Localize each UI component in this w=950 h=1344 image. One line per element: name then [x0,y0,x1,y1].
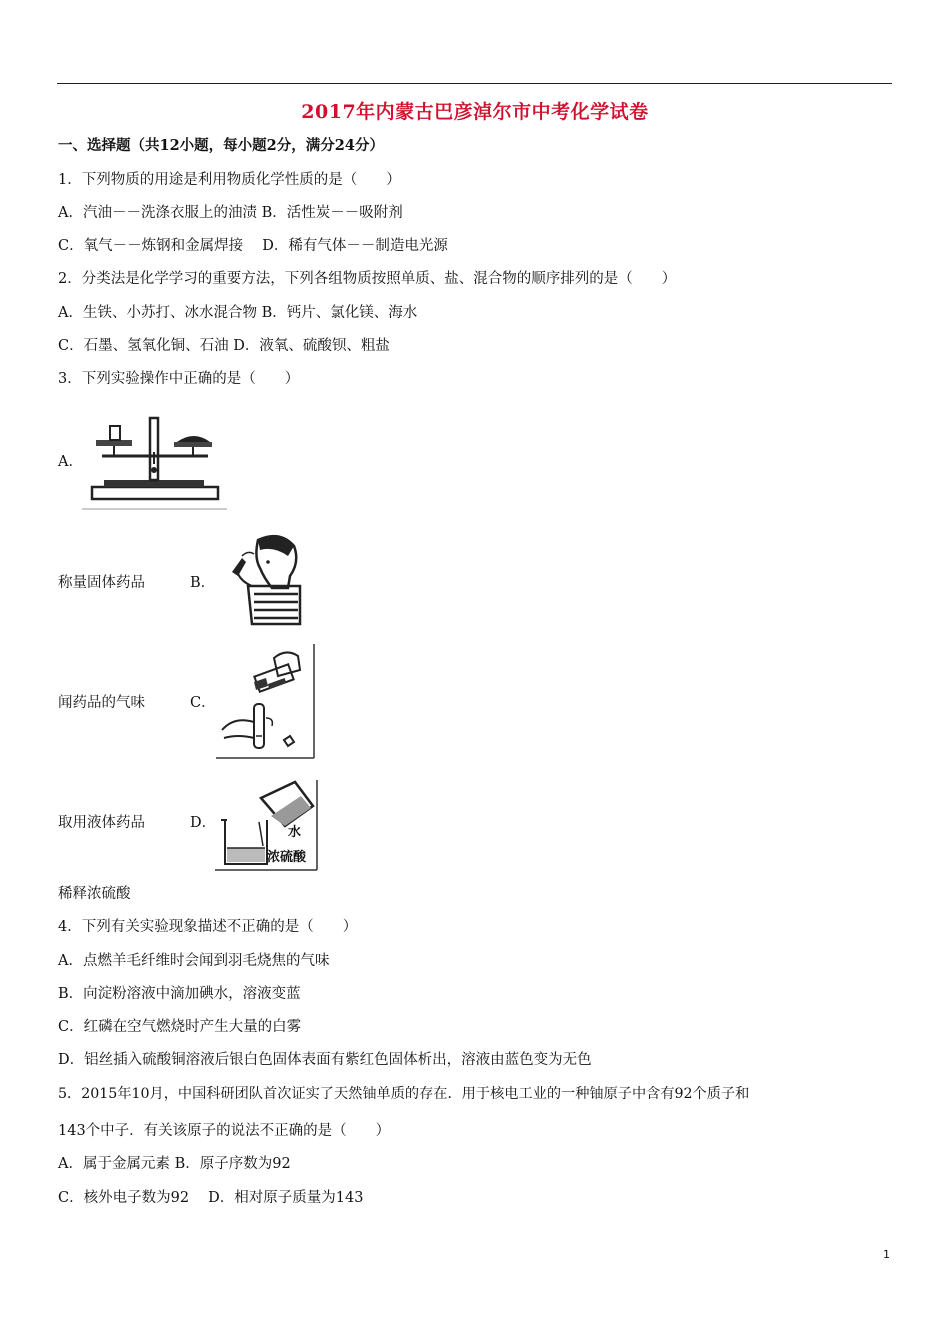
q2-options-ab: A．生铁、小苏打、冰水混合物 B．钙片、氯化镁、海水 [58,305,418,321]
conc-acid-label: 浓硫酸 [267,850,307,865]
q4-option-d: D．铝丝插入硫酸铜溶液后银白色固体表面有紫红色固体析出，溶液由蓝色变为无色 [58,1052,592,1068]
header-rule [57,83,892,84]
diluting-acid-figure [215,776,319,872]
section-heading: 一、选择题（共12小题，每小题2分，满分24分） [58,137,384,154]
q3-option-c-letter: C． [190,695,216,711]
q2-options-cd: C．石墨、氢氧化铜、石油 D．液氧、硫酸钡、粗盐 [58,338,390,354]
q1-options-cd: C．氧气－－炼钢和金属焊接 D．稀有气体－－制造电光源 [58,238,448,254]
q4-option-a: A．点燃羊毛纤维时会闻到羽毛烧焦的气味 [58,953,330,969]
q3-option-d-letter: D． [190,815,217,831]
q3-option-a-caption: 称量固体药品 [58,575,145,591]
q3-option-c-caption: 取用液体药品 [58,815,145,831]
q3-option-b-letter: B． [190,575,216,591]
q5-stem-line1: 5．2015年10月，中国科研团队首次证实了天然铀单质的存在．用于核电工业的一种铀原子中含有92个质子和 [58,1086,750,1102]
q3-option-b-caption: 闻药品的气味 [58,695,145,711]
smelling-chemical-figure [228,532,302,626]
pouring-liquid-figure [216,644,316,760]
water-label: 水 [288,825,302,840]
q4-option-b: B．向淀粉溶液中滴加碘水，溶液变蓝 [58,986,301,1002]
page-number: 1 [883,1248,890,1261]
q2-stem: 2．分类法是化学学习的重要方法，下列各组物质按照单质、盐、混合物的顺序排列的是（ ） [58,271,677,287]
q4-stem: 4．下列有关实验现象描述不正确的是（ ） [58,919,358,935]
q4-option-c: C．红磷在空气燃烧时产生大量的白雾 [58,1019,302,1035]
q3-option-d-caption: 稀释浓硫酸 [58,886,131,902]
q5-options-cd: C．核外电子数为92 D．相对原子质量为143 [58,1190,364,1206]
q1-stem: 1．下列物质的用途是利用物质化学性质的是（ ） [58,172,401,188]
q5-stem-line2: 143个中子．有关该原子的说法不正确的是（ ） [58,1123,391,1139]
q3-stem: 3．下列实验操作中正确的是（ ） [58,371,300,387]
page-title: 2017年内蒙古巴彦淖尔市中考化学试卷 [301,101,649,123]
q1-options-ab: A．汽油－－洗涤衣服上的油渍 B．活性炭－－吸附剂 [58,205,403,221]
q5-options-ab: A．属于金属元素 B．原子序数为92 [58,1156,291,1172]
balance-scale-figure [82,412,227,510]
q3-option-a-letter: A． [58,454,83,470]
